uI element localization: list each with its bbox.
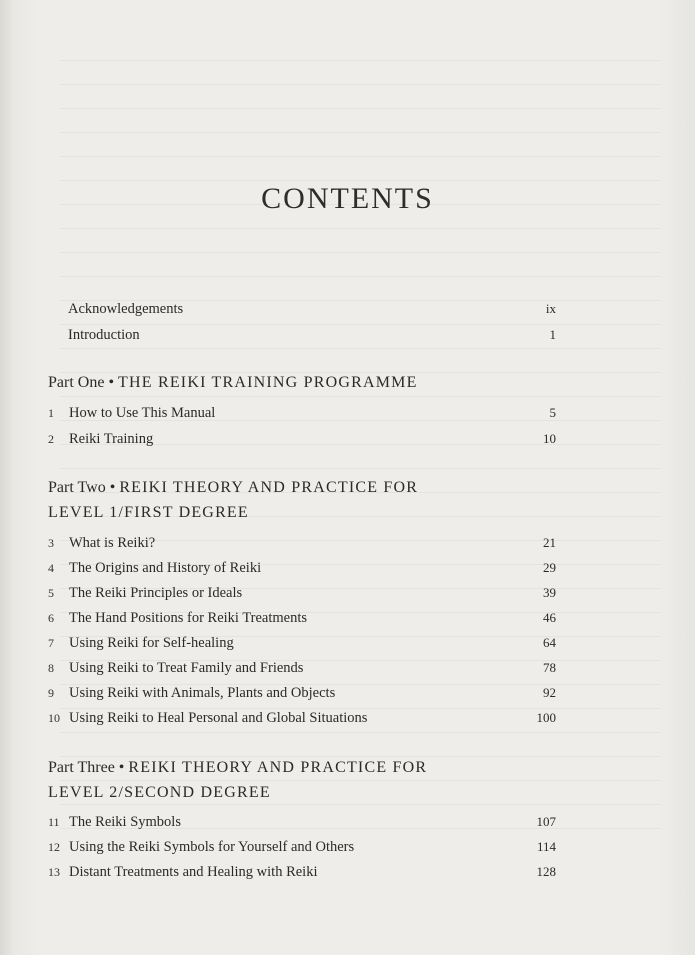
chapter-number: 12 bbox=[48, 840, 60, 854]
chapter-page: 100 bbox=[536, 710, 556, 725]
page-title: CONTENTS bbox=[261, 182, 434, 215]
toc-entry-introduction bbox=[48, 325, 556, 345]
chapter-page: 21 bbox=[543, 535, 556, 550]
chapter-number: 11 bbox=[48, 815, 60, 829]
chapter-page: 128 bbox=[536, 864, 556, 879]
chapter-page: 46 bbox=[543, 610, 556, 625]
part-title: REIKI THEORY AND PRACTICE FOR bbox=[119, 479, 419, 496]
chapter-title: Using Reiki to Treat Family and Friends bbox=[69, 660, 304, 676]
chapter-title: Using Reiki to Heal Personal and Global Situations bbox=[69, 710, 368, 726]
part-prefix: Part Two bbox=[48, 479, 106, 496]
chapter-title: The Reiki Symbols bbox=[69, 814, 181, 830]
toc-entry bbox=[48, 583, 556, 603]
toc-entry bbox=[48, 658, 556, 678]
chapter-title: Using the Reiki Symbols for Yourself and Others bbox=[69, 839, 355, 855]
part-subtitle: LEVEL 1/FIRST DEGREE bbox=[48, 504, 249, 521]
chapter-page: 64 bbox=[543, 635, 556, 650]
chapter-number: 4 bbox=[48, 561, 54, 575]
chapter-title: The Origins and History of Reiki bbox=[69, 560, 262, 576]
chapter-page: 78 bbox=[543, 660, 556, 675]
chapter-number: 2 bbox=[48, 432, 54, 446]
toc-entry bbox=[48, 708, 556, 728]
part-separator: • bbox=[108, 374, 115, 391]
toc-entry bbox=[48, 683, 556, 703]
toc-entry bbox=[48, 862, 556, 882]
part-separator: • bbox=[118, 759, 125, 776]
chapter-page: 114 bbox=[536, 839, 556, 854]
chapter-number: 3 bbox=[48, 536, 54, 550]
chapter-page: 10 bbox=[543, 431, 556, 446]
chapter-page: 29 bbox=[543, 560, 556, 575]
chapter-page: 39 bbox=[543, 585, 556, 600]
part-heading-one bbox=[48, 370, 418, 396]
part-subtitle: LEVEL 2/SECOND DEGREE bbox=[48, 784, 271, 801]
toc-entry bbox=[48, 403, 556, 423]
chapter-page: 92 bbox=[543, 685, 556, 700]
part-prefix: Part Three bbox=[48, 759, 115, 776]
chapter-page: 107 bbox=[536, 814, 556, 829]
part-title: THE REIKI TRAINING PROGRAMME bbox=[118, 374, 418, 391]
chapter-number: 9 bbox=[48, 686, 54, 700]
chapter-title: The Hand Positions for Reiki Treatments bbox=[69, 610, 308, 626]
toc-entry bbox=[48, 608, 556, 628]
part-title: REIKI THEORY AND PRACTICE FOR bbox=[128, 759, 428, 776]
chapter-page: 5 bbox=[549, 405, 556, 420]
chapter-number: 1 bbox=[48, 406, 54, 420]
chapter-title: What is Reiki? bbox=[69, 535, 156, 551]
chapter-title: Reiki Training bbox=[69, 431, 154, 447]
toc-entry-page: ix bbox=[545, 301, 556, 316]
chapter-title: Distant Treatments and Healing with Reiki bbox=[69, 864, 318, 880]
toc-entry-label: Acknowledgements bbox=[68, 301, 184, 317]
part-heading-two-line2 bbox=[48, 500, 249, 526]
part-separator: • bbox=[109, 479, 116, 496]
chapter-number: 7 bbox=[48, 636, 54, 650]
chapter-title: The Reiki Principles or Ideals bbox=[69, 585, 243, 601]
toc-entry bbox=[48, 533, 556, 553]
toc-entry-page: 1 bbox=[549, 327, 556, 342]
toc-entry bbox=[48, 837, 556, 857]
chapter-number: 8 bbox=[48, 661, 54, 675]
part-heading-two bbox=[48, 475, 418, 501]
chapter-title: Using Reiki with Animals, Plants and Objects bbox=[69, 685, 336, 701]
part-heading-three-line2 bbox=[48, 780, 271, 806]
chapter-title: Using Reiki for Self-healing bbox=[69, 635, 234, 651]
chapter-number: 10 bbox=[48, 711, 60, 725]
toc-entry bbox=[48, 812, 556, 832]
chapter-number: 5 bbox=[48, 586, 54, 600]
toc-entry-label: Introduction bbox=[68, 327, 140, 343]
chapter-number: 6 bbox=[48, 611, 54, 625]
toc-entry-acknowledgements bbox=[48, 299, 556, 319]
part-prefix: Part One bbox=[48, 374, 105, 391]
toc-entry bbox=[48, 429, 556, 449]
part-heading-three bbox=[48, 755, 427, 781]
chapter-title: How to Use This Manual bbox=[69, 405, 216, 421]
toc-entry bbox=[48, 633, 556, 653]
toc-entry bbox=[48, 558, 556, 578]
chapter-number: 13 bbox=[48, 865, 60, 879]
